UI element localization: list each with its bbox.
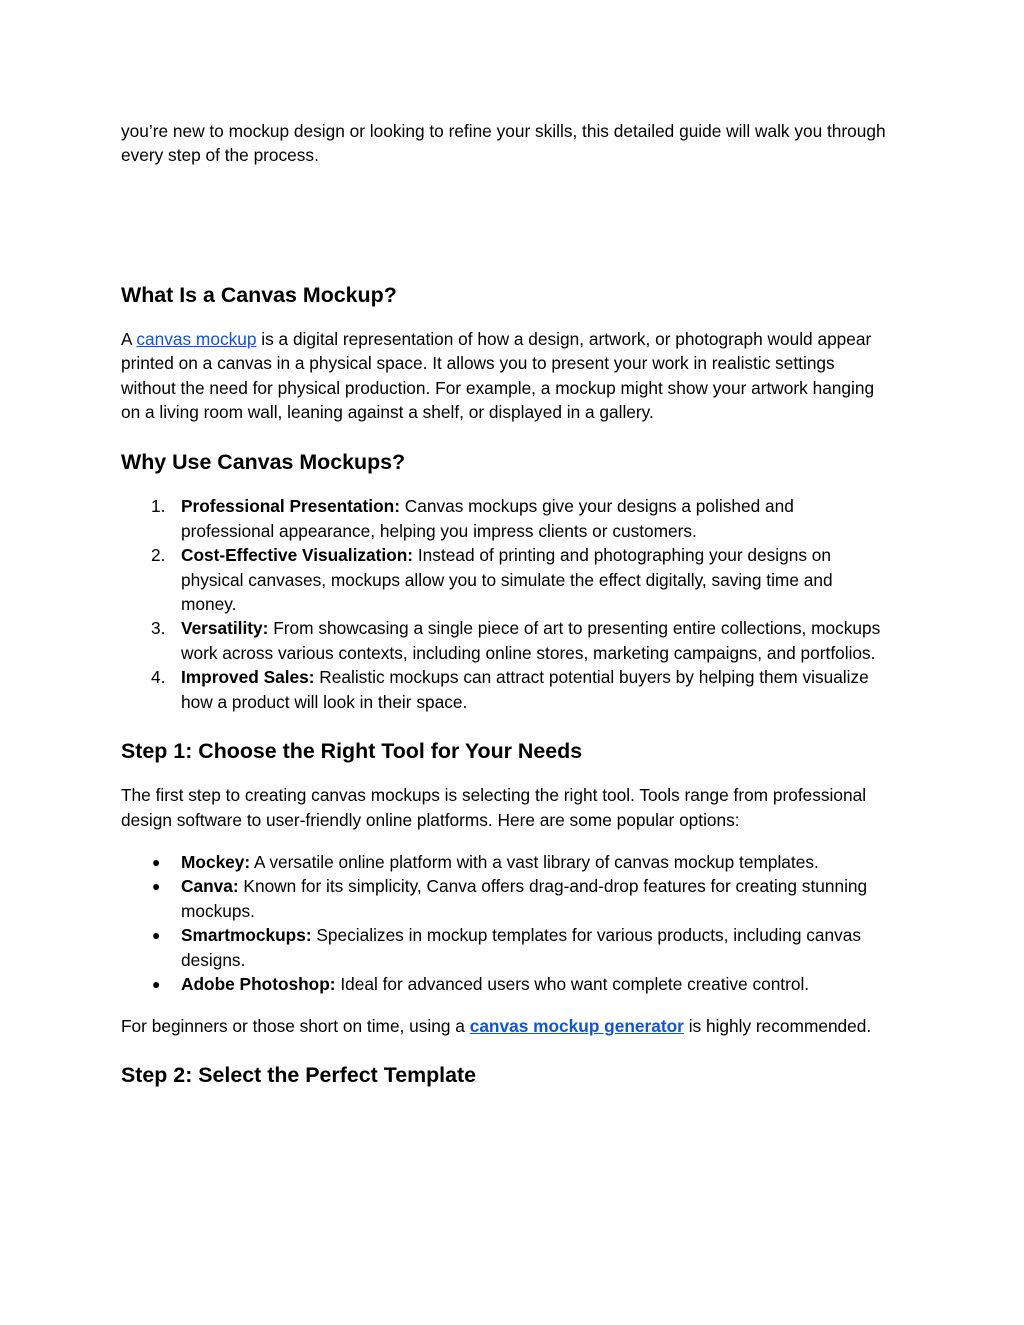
bullet-icon: ● [152,853,161,870]
list-item-bold: Improved Sales: [181,667,315,688]
list-item [121,874,891,923]
canvas-mockup-generator-link[interactable]: canvas mockup generator [469,1016,684,1037]
beginners-suffix: is highly recommended. [683,1016,872,1037]
heading-step-1: Step 1: Choose the Right Tool for Your Needs [121,739,583,764]
list-item-bold: Smartmockups: [181,925,312,946]
list-item [121,923,891,972]
list-item-number: 3. [151,618,166,639]
list-item [121,665,891,714]
list-item-bold: Professional Presentation: [181,496,400,517]
beginners-prefix: For beginners or those short on time, using a [121,1016,470,1037]
list-item-text: A versatile online platform with a vast library of canvas mockup templates. [250,851,819,872]
list-item-text: Instead of printing and photographing your designs on physical canvases, mockups allow you to simulate the effect digitally, saving time and money. [181,545,833,615]
heading-step-2: Step 2: Select the Perfect Template [121,1062,477,1087]
list-item-text: Ideal for advanced users who want complete creative control. [335,973,810,994]
list-item-bold: Adobe Photoshop: [181,973,336,994]
list-item-bold: Mockey: [181,851,251,872]
what-paragraph-suffix: is a digital representation of how a design, artwork, or photograph would appear printed on a canvas in a physical space. It allows you to present your work in realistic settings without the need for physical production. For example, a mockup might show your artwork hanging on a living room wall, leaning against a shelf, or displayed in a gallery. [121,328,875,423]
list-item-text: Specializes in mockup templates for various products, including canvas designs. [181,925,862,970]
list-item-text: From showcasing a single piece of art to presenting entire collections, mockups work across various contexts, including online stores, marketing campaigns, and portfolios. [181,618,881,663]
beginners-paragraph [121,1014,891,1038]
heading-what-is-canvas-mockup: What Is a Canvas Mockup? [121,282,397,307]
bullet-icon: ● [152,975,161,992]
list-item-number: 4. [151,667,166,688]
list-item [121,543,891,616]
step1-intro-paragraph: The first step to creating canvas mockups is selecting the right tool. Tools range from professional design software to user-friendly online platforms. Here are some popular options: [121,785,867,830]
what-paragraph-prefix: A [121,328,137,349]
list-item-bold: Canva: [181,876,239,897]
list-item-bold: Cost-Effective Visualization: [181,545,414,566]
document-body [121,119,891,1089]
bullet-icon: ● [152,878,161,895]
list-item [121,494,891,543]
list-item-text: Canvas mockups give your designs a polished and professional appearance, helping you impress clients or customers. [181,496,794,541]
canvas-mockup-link[interactable]: canvas mockup [136,328,257,349]
list-item-bold: Versatility: [181,618,269,639]
list-item [121,616,891,665]
bullet-icon: ● [152,927,161,944]
heading-why-use-canvas-mockups: Why Use Canvas Mockups? [121,450,406,475]
list-item-text: Realistic mockups can attract potential buyers by helping them visualize how a product will look in their space. [181,667,869,712]
list-item-text: Known for its simplicity, Canva offers drag-and-drop features for creating stunning mockups. [181,876,868,921]
reasons-list [121,494,891,714]
list-item-number: 2. [151,545,166,566]
intro-paragraph: you’re new to mockup design or looking to refine your skills, this detailed guide will walk you through every step of the process. [121,121,886,166]
list-item [121,972,891,996]
list-item-number: 1. [151,496,166,517]
list-item [121,850,891,874]
tools-list [121,850,891,996]
what-paragraph [121,327,891,425]
